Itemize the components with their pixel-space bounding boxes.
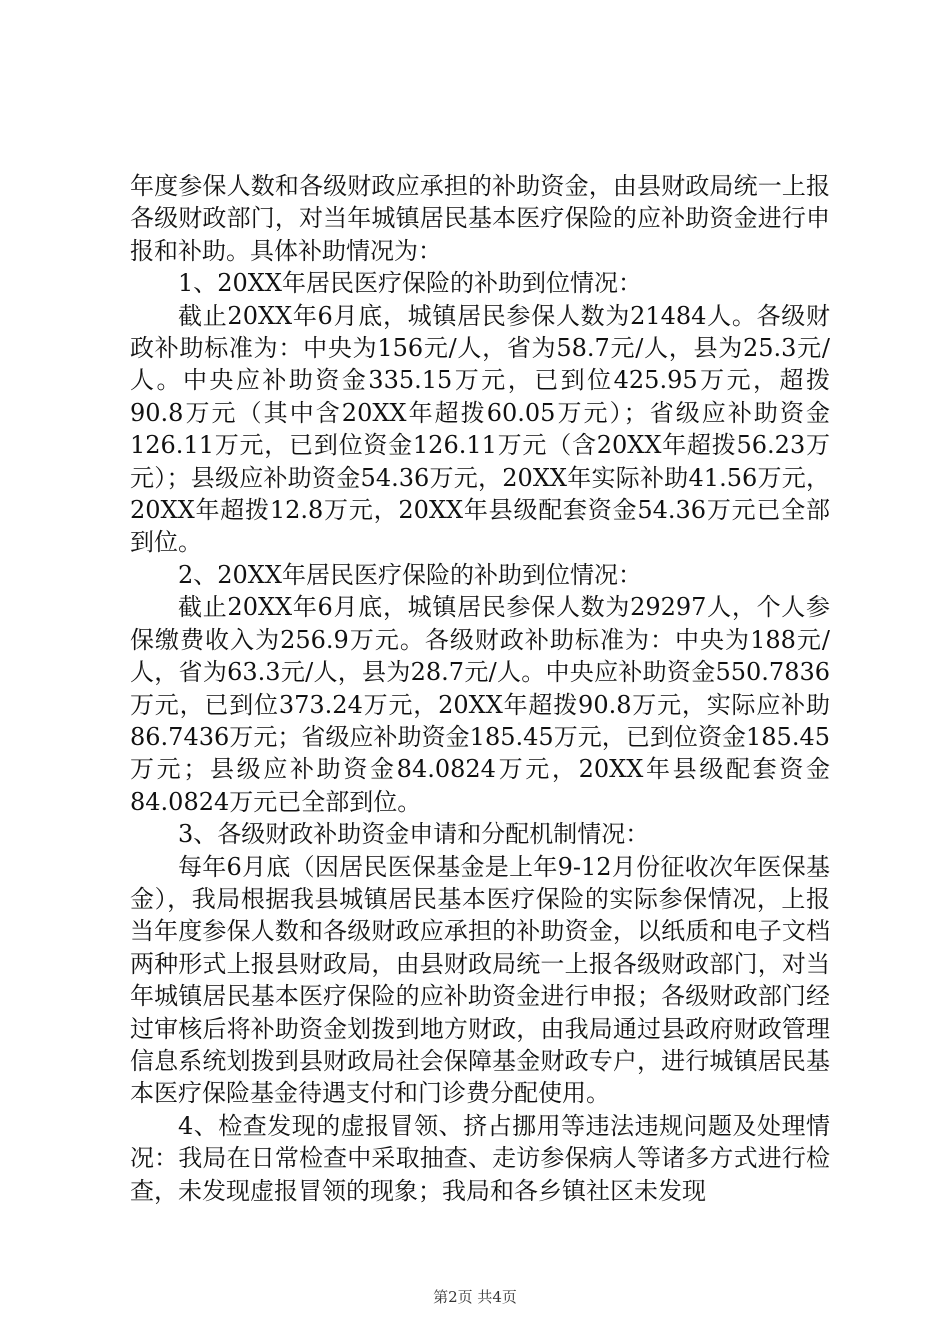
paragraph-section-2: 截止20XX年6月底，城镇居民参保人数为29297人，个人参保缴费收入为256.9万元。各级财政补助标准为：中央为188元/人，省为63.3元/人，县为28.7元/人。中央应补助资金550.7836万元，已到位373.24万元，20XX年超拨90.8万元，实际应补助86.7436万元；省级应补助资金185.45万元，已到位资金185.45万元；县级应补助资金84.0824万元，20XX年县级配套资金84.0824万元已全部到位。	[130, 593, 830, 816]
paragraph-continuation: 年度参保人数和各级财政应承担的补助资金，由县财政局统一上报各级财政部门，对当年城镇居民基本医疗保险的应补助资金进行申报和补助。具体补助情况为：	[130, 172, 830, 265]
page-footer: 第2页 共4页	[433, 1288, 517, 1306]
paragraph-section-1: 截止20XX年6月底，城镇居民参保人数为21484人。各级财政补助标准为：中央为156元/人，省为58.7元/人，县为25.3元/人。中央应补助资金335.15万元，已到位425.95万元，超拨90.8万元（其中含20XX年超拨60.05万元）；省级应补助资金126.11万元，已到位资金126.11万元（含20XX年超拨56.23万元）；县级应补助资金54.36万元，20XX年实际补助41.56万元，20XX年超拨12.8万元，20XX年县级配套资金54.36万元已全部到位。	[130, 301, 830, 557]
document-body	[130, 170, 830, 1207]
paragraph-section-3: 每年6月底（因居民医保基金是上年9-12月份征收次年医保基金），我局根据我县城镇居民基本医疗保险的实际参保情况，上报当年度参保人数和各级财政应承担的补助资金，以纸质和电子文档两种形式上报县财政局，由县财政局统一上报各级财政部门，对当年城镇居民基本医疗保险的应补助资金进行申报；各级财政部门经过审核后将补助资金划拨到地方财政，由我局通过县政府财政管理信息系统划拨到县财政局社会保障基金财政专户，进行城镇居民基本医疗保险基金待遇支付和门诊费分配使用。	[130, 852, 830, 1108]
section-heading-1: 1、20XX年居民医疗保险的补助到位情况：	[178, 269, 642, 298]
section-heading-3: 3、各级财政补助资金申请和分配机制情况：	[178, 820, 650, 849]
paragraph-section-4: 4、检查发现的虚报冒领、挤占挪用等违法违规问题及处理情况：我局在日常检查中采取抽查、走访参保病人等诸多方式进行检查，未发现虚报冒领的现象；我局和各乡镇社区未发现	[130, 1111, 830, 1205]
section-heading-2: 2、20XX年居民医疗保险的补助到位情况：	[178, 560, 642, 589]
